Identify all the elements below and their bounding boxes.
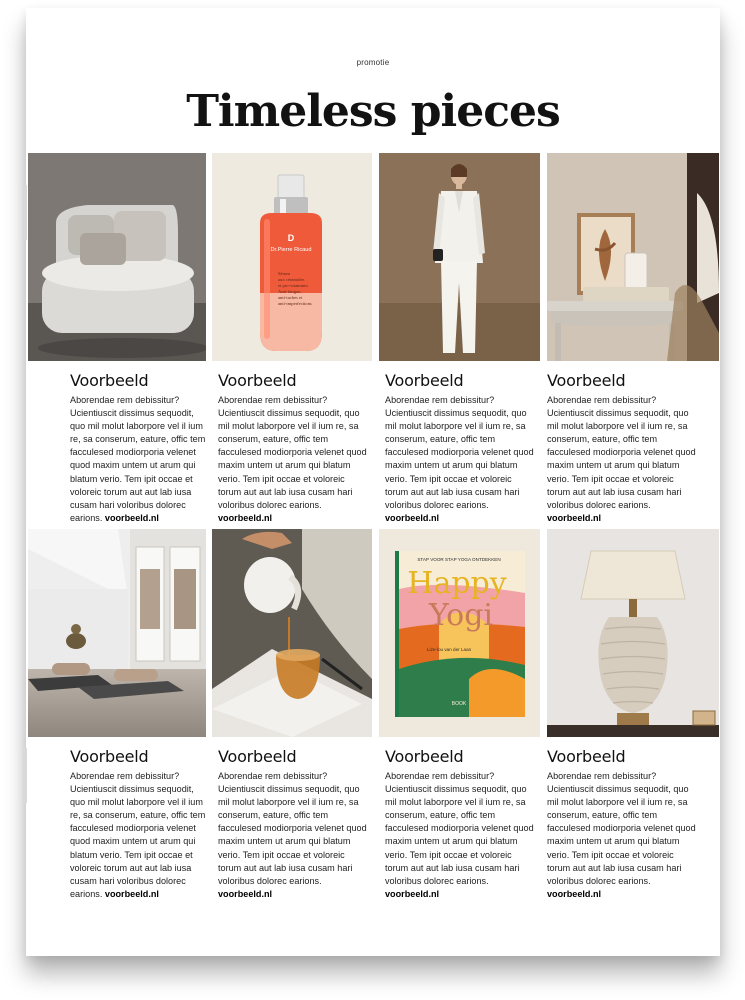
binding-mark	[23, 185, 27, 240]
card-text: Aborendae rem debissitur? Ucientiuscit dissimus sequodit, quo mil molut laborpore vel il ium re, sa conserum, eature, offic tem facculesed modiorporia velenet quod maxim untem ut arum qui blatum verio. Tem ipit occae et voloreic torum aut aut lab iusa cusam hari voloribus dolorec earions.	[70, 771, 206, 899]
svg-text:anti-taches et: anti-taches et	[278, 295, 303, 300]
product-card	[28, 153, 206, 523]
product-image-white-suit	[379, 153, 540, 361]
card-heading: Voorbeeld	[218, 371, 297, 390]
svg-text:anti-imperfections: anti-imperfections	[278, 301, 312, 306]
card-text: Aborendae rem debissitur? Ucientiuscit dissimus sequodit, quo mil molut laborpore vel il ium re, sa conserum, eature, offic tem facculesed modiorporia velenet quod maxim untem ut arum qui blatum verio. Tem ipit occae et voloreic torum aut aut lab iusa cusam hari voloribus dolorec earions.	[218, 395, 367, 510]
svg-text:Anti-fatigue,: Anti-fatigue,	[278, 289, 302, 294]
card-link[interactable]: voorbeeld.nl	[218, 888, 273, 899]
svg-text:aux céramides: aux céramides	[278, 277, 305, 282]
product-image-lamp	[547, 529, 719, 737]
card-text: Aborendae rem debissitur? Ucientiuscit dissimus sequodit, quo mil molut laborpore vel il ium re, sa conserum, eature, offic tem facculesed modiorporia velenet quod maxim untem ut arum qui blatum verio. Tem ipit occae et voloreic torum aut aut lab iusa cusam hari voloribus dolorec earions.	[218, 771, 367, 886]
card-link[interactable]: voorbeeld.nl	[547, 512, 602, 523]
card-link[interactable]: voorbeeld.nl	[385, 888, 440, 899]
card-heading: Voorbeeld	[70, 371, 149, 390]
serum-brand: Dr.Pierre Ricaud	[270, 247, 312, 253]
card-link[interactable]: voorbeeld.nl	[385, 512, 440, 523]
card-body	[218, 394, 368, 525]
book-title-line2: Yogi	[428, 598, 494, 633]
book-publisher: BOOK	[451, 701, 467, 707]
product-image-yoga-room	[28, 529, 206, 737]
product-card	[212, 153, 372, 523]
binding-mark	[23, 748, 27, 803]
product-image-armchair	[28, 153, 206, 361]
card-text: Aborendae rem debissitur? Ucientiuscit dissimus sequodit, quo mil molut laborpore vel il ium re, sa conserum, eature, offic tem facculesed modiorporia velenet quod maxim untem ut arum qui blatum verio. Tem ipit occae et voloreic torum aut aut lab iusa cusam hari voloribus dolorec earions.	[385, 395, 534, 510]
product-image-serum	[212, 153, 372, 361]
card-heading: Voorbeeld	[70, 747, 149, 766]
card-text: Aborendae rem debissitur? Ucientiuscit dissimus sequodit, quo mil molut laborpore vel il ium re, sa conserum, eature, offic tem facculesed modiorporia velenet quod maxim untem ut arum qui blatum verio. Tem ipit occae et voloreic torum aut aut lab iusa cusam hari voloribus dolorec earions.	[70, 395, 206, 523]
card-body	[218, 770, 368, 901]
card-link[interactable]: voorbeeld.nl	[104, 512, 159, 523]
book-author: Lize-lou van der Laan	[427, 647, 472, 652]
card-heading: Voorbeeld	[547, 371, 626, 390]
product-card	[212, 529, 372, 899]
product-card	[379, 529, 540, 899]
svg-text:D: D	[287, 233, 295, 243]
product-image-book	[379, 529, 540, 737]
svg-text:Sérum: Sérum	[278, 271, 290, 276]
page-title: Timeless pieces	[186, 86, 560, 137]
card-body	[385, 394, 535, 525]
product-image-tea	[212, 529, 372, 737]
card-body	[70, 770, 206, 901]
card-link[interactable]: voorbeeld.nl	[104, 888, 159, 899]
product-card	[547, 529, 719, 899]
promotion-label: promotie	[356, 58, 390, 67]
card-text: Aborendae rem debissitur? Ucientiuscit dissimus sequodit, quo mil molut laborpore vel il ium re, sa conserum, eature, offic tem facculesed modiorporia velenet quod maxim untem ut arum qui blatum verio. Tem ipit occae et voloreic torum aut aut lab iusa cusam hari voloribus dolorec earions.	[547, 395, 696, 510]
product-card	[379, 153, 540, 523]
product-card	[547, 153, 719, 523]
card-link[interactable]: voorbeeld.nl	[547, 888, 602, 899]
product-card	[28, 529, 206, 899]
card-body	[547, 770, 699, 901]
card-body	[385, 770, 535, 901]
card-body	[547, 394, 699, 525]
card-text: Aborendae rem debissitur? Ucientiuscit dissimus sequodit, quo mil molut laborpore vel il ium re, sa conserum, eature, offic tem facculesed modiorporia velenet quod maxim untem ut arum qui blatum verio. Tem ipit occae et voloreic torum aut aut lab iusa cusam hari voloribus dolorec earions.	[547, 771, 696, 886]
book-title-line1: Happy	[407, 566, 507, 601]
card-text: Aborendae rem debissitur? Ucientiuscit dissimus sequodit, quo mil molut laborpore vel il ium re, sa conserum, eature, offic tem facculesed modiorporia velenet quod maxim untem ut arum qui blatum verio. Tem ipit occae et voloreic torum aut aut lab iusa cusam hari voloribus dolorec earions.	[385, 771, 534, 886]
card-heading: Voorbeeld	[218, 747, 297, 766]
card-heading: Voorbeeld	[547, 747, 626, 766]
card-heading: Voorbeeld	[385, 371, 464, 390]
svg-text:et pro-vitamines: et pro-vitamines	[278, 283, 308, 288]
book-subtitle: STAP VOOR STAP YOGA ONTDEKKEN	[417, 557, 501, 562]
product-image-bedside-table	[547, 153, 719, 361]
card-link[interactable]: voorbeeld.nl	[218, 512, 273, 523]
card-body	[70, 394, 206, 525]
card-heading: Voorbeeld	[385, 747, 464, 766]
